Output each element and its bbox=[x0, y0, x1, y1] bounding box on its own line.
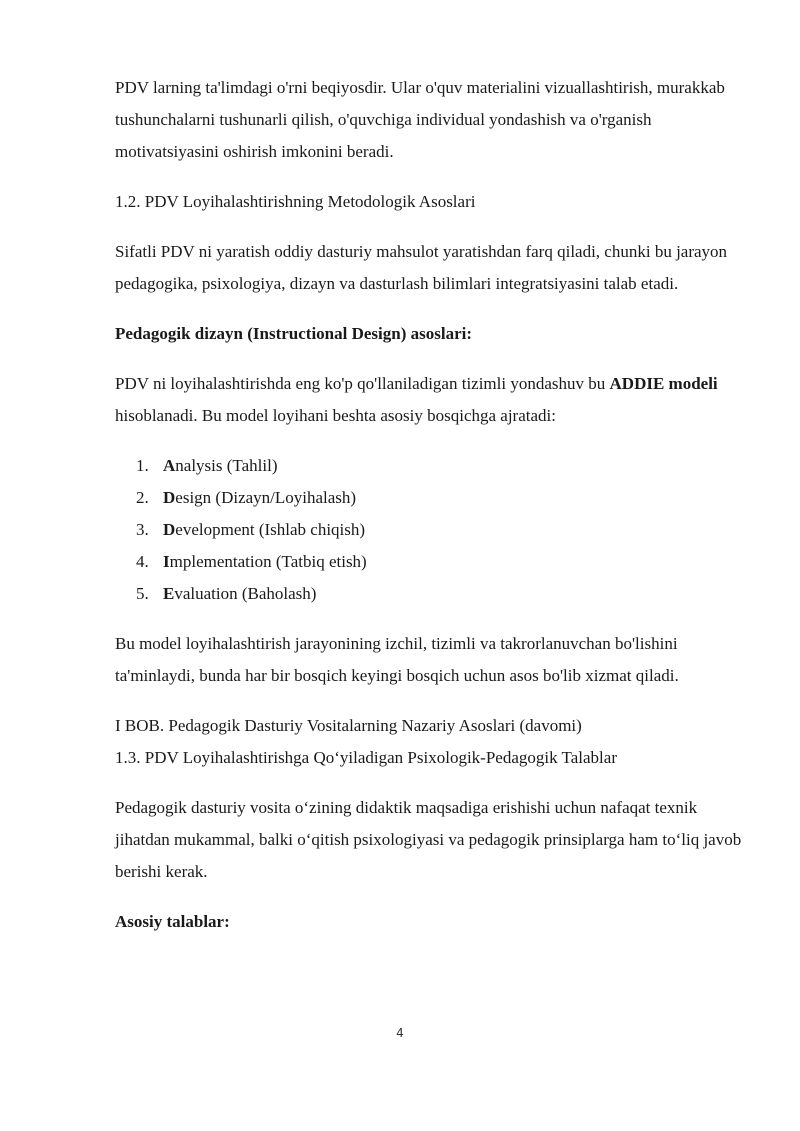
list-item-number: 3. bbox=[136, 520, 149, 539]
list-item-initial: D bbox=[163, 520, 176, 539]
paragraph-model-benefit: Bu model loyihalashtirish jarayonining izchil, tizimli va takrorlanuvchan bo'lishini ta'minlaydi, bunda har bir bosqich keyingi bosqich uchun asos bo'lib xizmat qiladi. bbox=[115, 634, 679, 685]
list-item bbox=[115, 546, 745, 578]
list-item-number: 5. bbox=[136, 584, 149, 603]
list-item-number: 2. bbox=[136, 488, 149, 507]
list-item bbox=[115, 514, 745, 546]
paragraph-addie-intro bbox=[115, 368, 745, 432]
addie-model-term: ADDIE modeli bbox=[609, 374, 718, 393]
paragraph-quality-pdv: Sifatli PDV ni yaratish oddiy dasturiy mahsulot yaratishdan farq qiladi, chunki bu jarayon pedagogika, psixologiya, dizayn va dasturlash bilimlari integratsiyasini talab etadi. bbox=[115, 242, 728, 293]
chapter-heading-continued: I BOB. Pedagogik Dasturiy Vositalarning Nazariy Asoslari (davomi) bbox=[115, 716, 582, 735]
list-item-initial: E bbox=[163, 584, 175, 603]
page-number: 4 bbox=[396, 1026, 404, 1040]
list-item bbox=[115, 578, 745, 610]
list-item-number: 1. bbox=[136, 456, 149, 475]
paragraph-pdv-role: PDV larning ta'limdagi o'rni beqiyosdir. Ular o'quv materialini vizuallashtirish, murakkab tushunchalarni tushunarli qilish, o'quvchiga individual yondashish va o'rganish motivatsiyasini oshirish imkonini beradi. bbox=[115, 78, 725, 161]
paragraph-requirements-intro: Pedagogik dasturiy vosita o‘zining didaktik maqsadiga erishishi uchun nafaqat texnik jihatdan mukammal, balki o‘qitish psixologiyasi va pedagogik prinsiplarga ham to‘liq javob berishi kerak. bbox=[115, 798, 742, 881]
subheading-pedagogical-design: Pedagogik dizayn (Instructional Design) asoslari: bbox=[115, 324, 473, 343]
list-item-text: valuation (Baholash) bbox=[174, 584, 317, 603]
list-item-initial: I bbox=[163, 552, 170, 571]
list-item bbox=[115, 450, 745, 482]
list-item-number: 4. bbox=[136, 552, 149, 571]
list-item bbox=[115, 482, 745, 514]
list-item-text: evelopment (Ishlab chiqish) bbox=[175, 520, 366, 539]
addie-intro-end: hisoblanadi. Bu model loyihani beshta asosiy bosqichga ajratadi: bbox=[115, 406, 556, 425]
list-item-text: esign (Dizayn/Loyihalash) bbox=[175, 488, 357, 507]
section-heading-1-2: 1.2. PDV Loyihalashtirishning Metodologik Asoslari bbox=[115, 192, 476, 211]
list-item-initial: D bbox=[163, 488, 176, 507]
list-item-text: mplementation (Tatbiq etish) bbox=[169, 552, 367, 571]
addie-intro-start: PDV ni loyihalashtirishda eng ko'p qo'llaniladigan tizimli yondashuv bu bbox=[115, 374, 610, 393]
addie-stage-list bbox=[115, 450, 745, 610]
list-item-text: nalysis (Tahlil) bbox=[175, 456, 278, 475]
list-item-initial: A bbox=[163, 456, 176, 475]
subheading-main-requirements: Asosiy talablar: bbox=[115, 912, 230, 931]
page-content bbox=[115, 72, 745, 956]
section-heading-1-3: 1.3. PDV Loyihalashtirishga Qo‘yiladigan Psixologik-Pedagogik Talablar bbox=[115, 748, 617, 767]
